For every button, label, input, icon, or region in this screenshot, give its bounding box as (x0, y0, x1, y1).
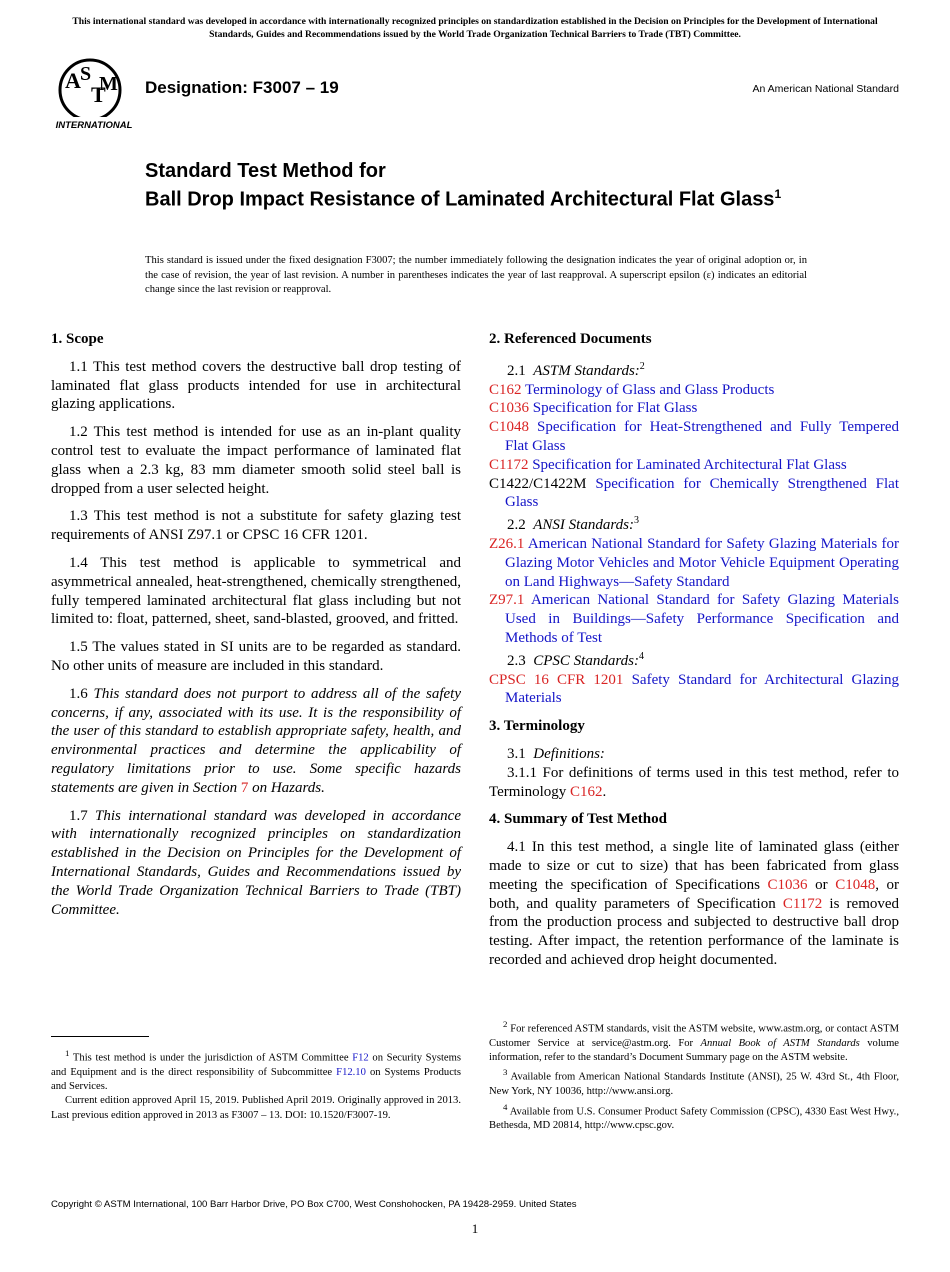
astm-logo-icon (52, 56, 136, 134)
top-notice: This international standard was developed in accordance with internationally recognized principles on standardization established in the Decision on Principles for the Development of International Standards, Guides and Recommendations issued by the World Trade Organization Technical Barriers to Trade (TBT) Committee. (72, 16, 878, 40)
footnotes-right (489, 1017, 899, 1134)
astm-logo (52, 56, 136, 134)
c1172-link[interactable]: C1172 (782, 895, 823, 912)
ref-item[interactable]: C1422/C1422M Specification for Chemically Strengthened Flat Glass (489, 475, 899, 511)
definitions-label: 3.1 Definitions: (507, 745, 605, 762)
footnote-1: $^1$ This test method is under the jurisdiction of ASTM Committee F12 on Security Systems and Equipment and is the direct responsibility of Subcommittee F12.10 on Systems Products and Services. (51, 1048, 461, 1093)
footnote-1-edition: Current edition approved April 15, 2019. Published April 2019. Originally approved in 2013. Last previous edition approved in 2013 as F3007 – 13. DOI: 10.1520/F3007-19. (51, 1095, 461, 1121)
terminology-3-1-1: 3.1.1 For definitions of terms used in this test method, refer to Terminology C162. (489, 764, 899, 800)
document-title (145, 160, 845, 212)
scope-1-4: 1.4 This test method is applicable to symmetrical and asymmetrical annealed, heat-strengthened, chemically strengthened, fully tempered laminated architectural flat glass including but not limited to: float, patterned, sheet, sand-blasted, grooved, and fritted. (51, 554, 461, 628)
right-column (489, 330, 899, 979)
section-heading-scope: 1. Scope (51, 331, 104, 347)
c162-link[interactable]: C162 (570, 783, 603, 800)
scope-1-6: 1.6 This standard does not purport to address all of the safety concerns, if any, associated with its use. It is the responsibility of the user of this standard to establish appropriate safety, health, and environmental practices and determine the applicability of regulatory limitations prior to use. Some specific hazards statements are given in Section 7 on Hazards. (51, 685, 462, 796)
section-heading-summary: 4. Summary of Test Method (489, 811, 667, 828)
ref-item[interactable]: C162 Terminology of Glass and Glass Products (489, 381, 775, 398)
ref-item[interactable]: Z97.1 American National Standard for Safety Glazing Materials Used in Buildings—Safety Performance Specification and Methods of Test (489, 592, 899, 646)
section-7-link[interactable]: 7 (240, 779, 249, 796)
logo-letter-t: T (91, 82, 106, 107)
ref-item[interactable]: CPSC 16 CFR 1201 Safety Standard for Architectural Glazing Materials (489, 671, 900, 707)
scope-1-1: 1.1 This test method covers the destructive ball drop testing of laminated flat glass products intended for use in architectural glazing applications. (51, 358, 461, 413)
f12-link[interactable]: F12 (352, 1052, 369, 1064)
ansi-standards-label: 2.2 ANSI Standards:$^3$ (507, 515, 639, 534)
national-standard-label: An American National Standard (752, 83, 899, 95)
cpsc-standards-label: 2.3 CPSC Standards:$^4$ (507, 650, 644, 669)
c1048-link[interactable]: C1048 (835, 876, 876, 893)
ref-item[interactable]: Z26.1 American National Standard for Safety Glazing Materials for Glazing Motor Vehicles and Motor Vehicle Equipment Operating on Land Highways—Safety Standard (489, 535, 899, 590)
title-line-2: Ball Drop Impact Resistance of Laminated Architectural Flat Glass$^1$ (145, 187, 782, 211)
logo-international-text: INTERNATIONAL (55, 120, 133, 131)
left-column (51, 330, 461, 928)
logo-letter-a: A (65, 68, 81, 93)
issue-note: This standard is issued under the fixed designation F3007; the number immediately following the designation indicates the year of original adoption or, in the case of revision, the year of last revision. A number in parentheses indicates the year of last reapproval. A superscript epsilon (ε) indicates an editorial change since the last revision or reapproval. (145, 255, 807, 295)
copyright: Copyright © ASTM International, 100 Barr Harbor Drive, PO Box C700, West Conshohocken, PA 19428-2959. United States (51, 1199, 577, 1210)
logo-letter-m: M (99, 73, 118, 95)
ref-item[interactable]: C1172 Specification for Laminated Architectural Flat Glass (489, 456, 847, 473)
ref-item[interactable]: C1048 Specification for Heat-Strengthened and Fully Tempered Flat Glass (489, 419, 899, 454)
astm-standards-label: 2.1 ASTM Standards:$^2$ (507, 360, 645, 379)
page-number: 1 (471, 1221, 479, 1236)
scope-1-2: 1.2 This test method is intended for use as an in-plant quality control test to evaluate the impact performance of laminated flat glass when a 2.3 kg, 83 mm diameter smooth solid steel ball is dropped from a user selected height. (51, 424, 461, 497)
logo-letter-s: S (80, 63, 92, 85)
footnote-3: $^3$ Available from American National Standards Institute (ANSI), 25 W. 43rd St., 4th Floor, New York, NY 10036, http://www.ansi.org. (489, 1067, 899, 1098)
scope-1-3: 1.3 This test method is not a substitute for safety glazing test requirements of ANSI Z97.1 or CPSC 16 CFR 1201. (51, 508, 461, 544)
footnotes-left (51, 1046, 461, 1123)
c1036-link[interactable]: C1036 (767, 876, 808, 893)
section-heading-terminology: 3. Terminology (489, 718, 585, 735)
scope-1-7: 1.7 This international standard was developed in accordance with internationally recognized principles on standardization established in the Decision on Principles for the Development of International Standards, Guides and Recommendations issued by the World Trade Organization Technical Barriers to Trade (TBT) Committee. (51, 807, 461, 918)
f12-10-link[interactable]: F12.10 (336, 1066, 366, 1078)
ref-item[interactable]: C1036 Specification for Flat Glass (489, 400, 698, 417)
footnote-2: $^2$ For referenced ASTM standards, visit the ASTM website, www.astm.org, or contact ASTM Customer Service at service@astm.org. For Annual Book of ASTM Standards volume information, refer to the standard’s Document Summary page on the ASTM website. (489, 1019, 900, 1064)
designation: Designation: F3007 – 19 (145, 78, 339, 97)
footnote-4: $^4$ Available from U.S. Consumer Product Safety Commission (CPSC), 4330 East West Hwy., Bethesda, MD 20814, http://www.cpsc.gov. (489, 1101, 899, 1132)
title-line-1: Standard Test Method for (145, 160, 386, 182)
section-heading-references: 2. Referenced Documents (489, 331, 652, 347)
summary-4-1: 4.1 In this test method, a single lite of laminated glass (either made to size or cut to size) that has been fabricated from glass meeting the specification of Specifications C1036 or C1048, or both, and quality parameters of Specification C1172 is removed from the production process and subjected to destructive ball drop testing. After impact, the retention performance of the laminate is recorded and achieved drop height documented. (489, 839, 900, 968)
footnote-divider (51, 1036, 149, 1037)
scope-1-5: 1.5 The values stated in SI units are to be regarded as standard. No other units of measure are included in this standard. (51, 639, 461, 674)
title-footnote-mark: 1 (774, 187, 782, 201)
